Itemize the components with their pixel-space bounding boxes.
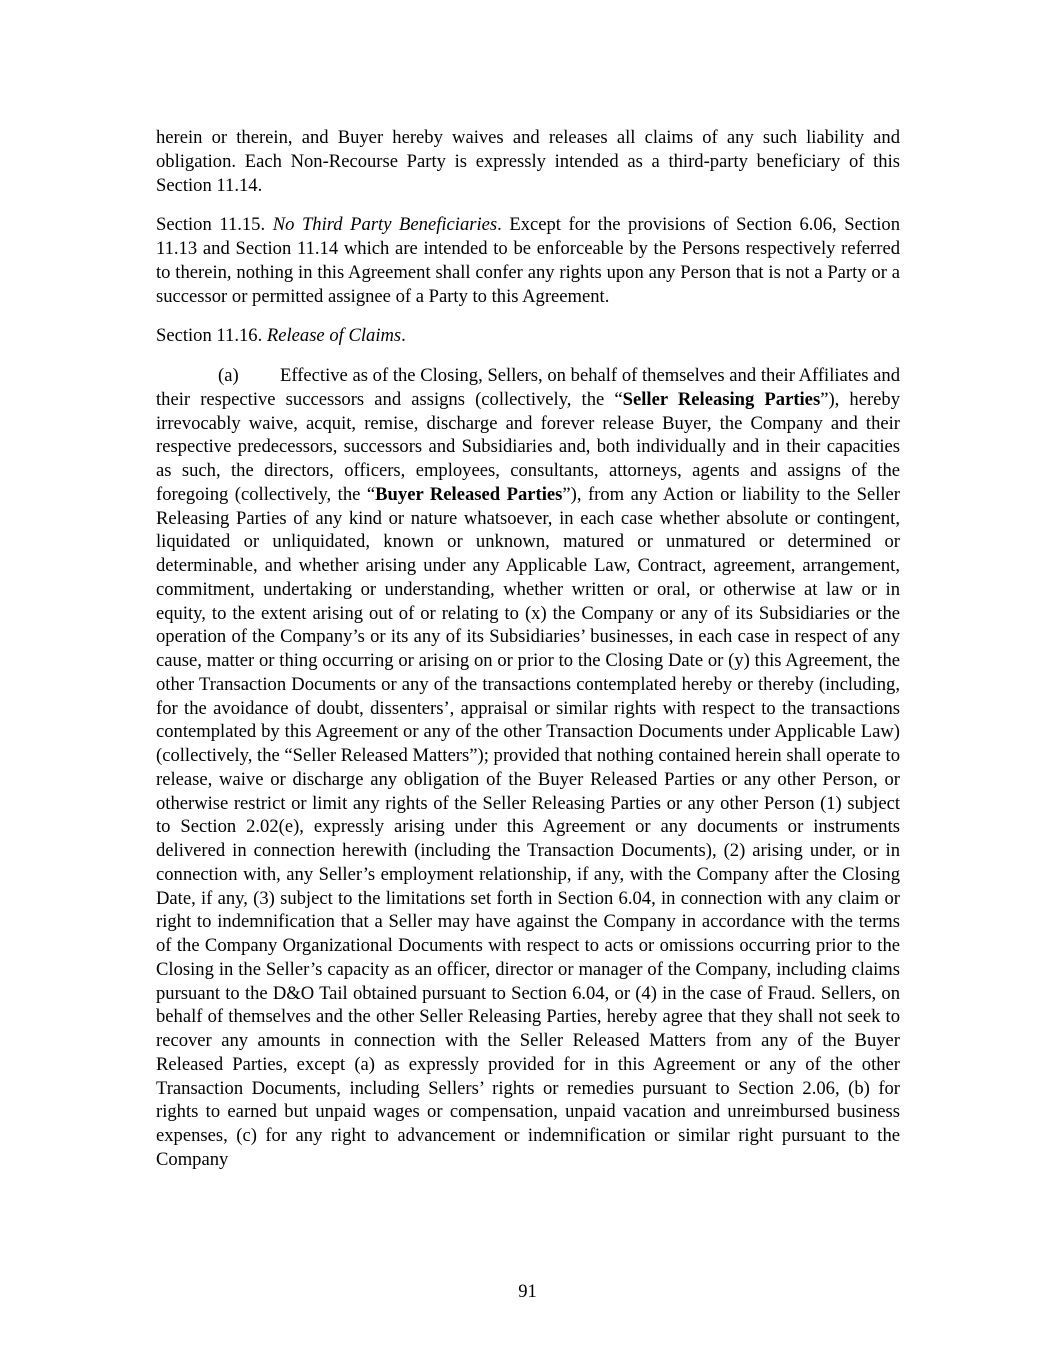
- clause-a-text-1: Effective as of the Closing, Sellers, on behalf of themselves and their Affiliates and their respective successors and assigns (collectively, the “: [156, 365, 900, 410]
- defined-term-buyer-released-parties: Buyer Released Parties: [375, 483, 563, 505]
- clause-a-label: (a): [218, 365, 239, 386]
- clause-a-text-2: ”), hereby irrevocably waive, acquit, remise, discharge and forever release Buyer, the Company and their respective predecessors, successors and Subsidiaries and, both individually and in their capacities as such, the directors, officers, employees, consultants, attorneys, agents and assigns of the foregoing (collectively, the “: [156, 388, 900, 505]
- section-11-15-title: No Third Party Beneficiaries: [272, 214, 498, 236]
- document-page: [156, 126, 900, 1188]
- section-11-16-number: Section 11.16.: [156, 325, 267, 347]
- section-11-16-period: .: [401, 325, 406, 347]
- section-11-16-heading: [156, 324, 900, 348]
- clause-a-text-3: ”), from any Action or liability to the Seller Releasing Parties of any kind or nature whatsoever, in each case whether absolute or contingent, liquidated or unliquidated, known or unknown, matured or unmatured or determined or determinable, and whether arising under any Applicable Law, Contract, agreement, arrangement, commitment, undertaking or understanding, whether written or oral, or otherwise at law or in equity, to the extent arising out of or relating to (x) the Company or any of its Subsidiaries or the operation of the Company’s or its any of its Subsidiaries’ businesses, in each case in respect of any cause, matter or thing occurring or arising on or prior to the Closing Date or (y) this Agreement, the other Transaction Documents or any of the transactions contemplated hereby or thereby (including, for the avoidance of doubt, dissenters’, appraisal or similar rights with respect to the transactions contemplated by this Agreement or any of the other Transaction Documents under Applicable Law) (collectively, the “Seller Released Matters”); provided that nothing contained herein shall operate to release, waive or discharge any obligation of the Buyer Released Parties or any other Person, or otherwise restrict or limit any rights of the Seller Releasing Parties or any other Person (1) subject to Section 2.02(e), expressly arising under this Agreement or any documents or instruments delivered in connection herewith (including the Transaction Documents), (2) arising under, or in connection with, any Seller’s employment relationship, if any, with the Company after the Closing Date, if any, (3) subject to the limitations set forth in Section 6.04, in connection with any claim or right to indemnification that a Seller may have against the Company in accordance with the terms of the Company Organizational Documents with respect to acts or omissions occurring prior to the Closing in the Seller’s capacity as an officer, director or manager of the Company, including claims pursuant to the D&O Tail obtained pursuant to Section 6.04, or (4) in the case of Fraud. Sellers, on behalf of themselves and the other Seller Releasing Parties, hereby agree that they shall not seek to recover any amounts in connection with the Seller Released Matters from any of the Buyer Released Parties, except (a) as expressly provided for in this Agreement or any of the other Transaction Documents, including Sellers’ rights or remedies pursuant to Section 2.06, (b) for rights to earned but unpaid wages or compensation, unpaid vacation and unreimbursed business expenses, (c) for any right to advancement or indemnification or similar right pursuant to the Company: [156, 483, 900, 1170]
- defined-term-seller-releasing-parties: Seller Releasing Parties: [622, 388, 821, 410]
- paragraph-continuation: herein or therein, and Buyer hereby waives and releases all claims of any such liability and obligation. Each Non-Recourse Party is expressly intended as a third-party beneficiary of this Section 11.14.: [156, 127, 900, 196]
- page-number: 91: [518, 1281, 537, 1302]
- section-11-15-body: . Except for the provisions of Section 6.06, Section 11.13 and Section 11.14 which are intended to be enforceable by the Persons respectively referred to therein, nothing in this Agreement shall confer any rights upon any Person that is not a Party or a successor or permitted assignee of a Party to this Agreement.: [156, 214, 900, 307]
- section-11-15: [156, 213, 900, 308]
- clause-a: [156, 364, 900, 1172]
- section-11-15-number: Section 11.15.: [156, 214, 273, 236]
- section-11-16-title: Release of Claims: [266, 325, 402, 347]
